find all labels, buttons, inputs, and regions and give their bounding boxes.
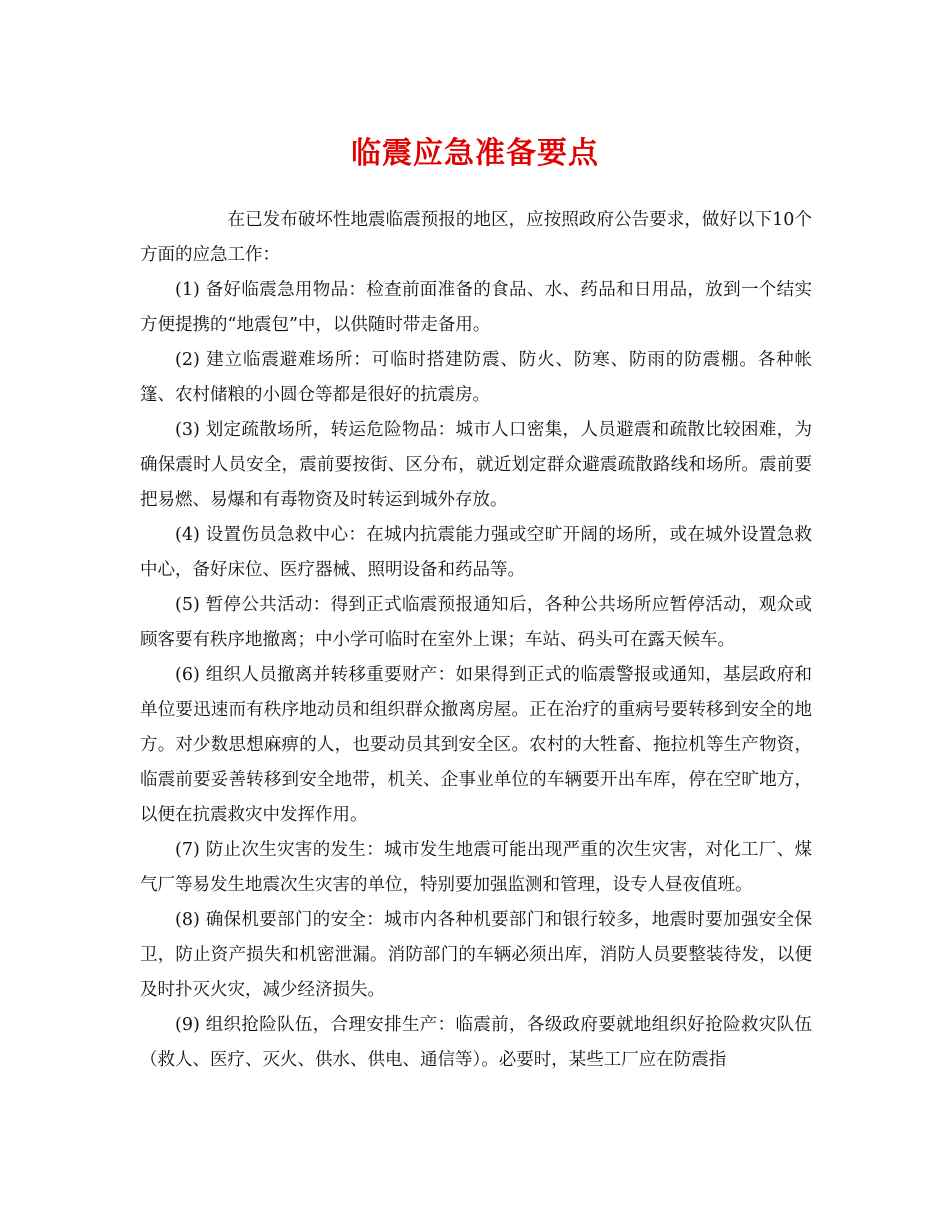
paragraph-item-9: (9) 组织抢险队伍，合理安排生产：临震前，各级政府要就地组织好抢险救灾队伍（救人、医疗、灭火、供水、供电、通信等）。必要时，某些工厂应在防震指	[140, 1015, 812, 1070]
paragraph-item-5: (5) 暂停公共活动：得到正式临震预报通知后，各种公共场所应暂停活动，观众或顾客要有秩序地撤离；中小学可临时在室外上课；车站、码头可在露天候车。	[140, 595, 812, 650]
document-body	[140, 203, 812, 1078]
paragraph-item-8: (8) 确保机要部门的安全：城市内各种机要部门和银行较多，地震时要加强安全保卫，防止资产损失和机密泄漏。消防部门的车辆必须出库，消防人员要整装待发，以便及时扑灭火灾，减少经济损失。	[140, 910, 812, 1000]
paragraph-item-1: (1) 备好临震急用物品：检查前面准备的食品、水、药品和日用品，放到一个结实方便提携的“地震包”中，以供随时带走备用。	[140, 280, 812, 335]
paragraph-item-6: (6) 组织人员撤离并转移重要财产：如果得到正式的临震警报或通知，基层政府和单位要迅速而有秩序地动员和组织群众撤离房屋。正在治疗的重病号要转移到安全的地方。对少数思想麻痹的人，也要动员其到安全区。农村的大牲畜、拖拉机等生产物资，临震前要妥善转移到安全地带，机关、企事业单位的车辆要开出车库，停在空旷地方，以便在抗震救灾中发挥作用。	[140, 665, 812, 825]
document-title: 临震应急准备要点	[351, 136, 599, 171]
paragraph-item-7: (7) 防止次生灾害的发生：城市发生地震可能出现严重的次生灾害，对化工厂、煤气厂等易发生地震次生灾害的单位，特别要加强监测和管理，设专人昼夜值班。	[140, 840, 812, 895]
paragraph-item-3: (3) 划定疏散场所，转运危险物品：城市人口密集，人员避震和疏散比较困难，为确保震时人员安全，震前要按街、区分布，就近划定群众避震疏散路线和场所。震前要把易燃、易爆和有毒物资及时转运到城外存放。	[140, 420, 812, 510]
intro-paragraph: 在已发布破坏性地震临震预报的地区，应按照政府公告要求，做好以下10个方面的应急工作：	[140, 210, 812, 265]
paragraph-item-2: (2) 建立临震避难场所：可临时搭建防震、防火、防寒、防雨的防震棚。各种帐篷、农村储粮的小圆仓等都是很好的抗震房。	[140, 350, 812, 405]
paragraph-item-4: (4) 设置伤员急救中心：在城内抗震能力强或空旷开阔的场所，或在城外设置急救中心，备好床位、医疗器械、照明设备和药品等。	[140, 525, 812, 580]
